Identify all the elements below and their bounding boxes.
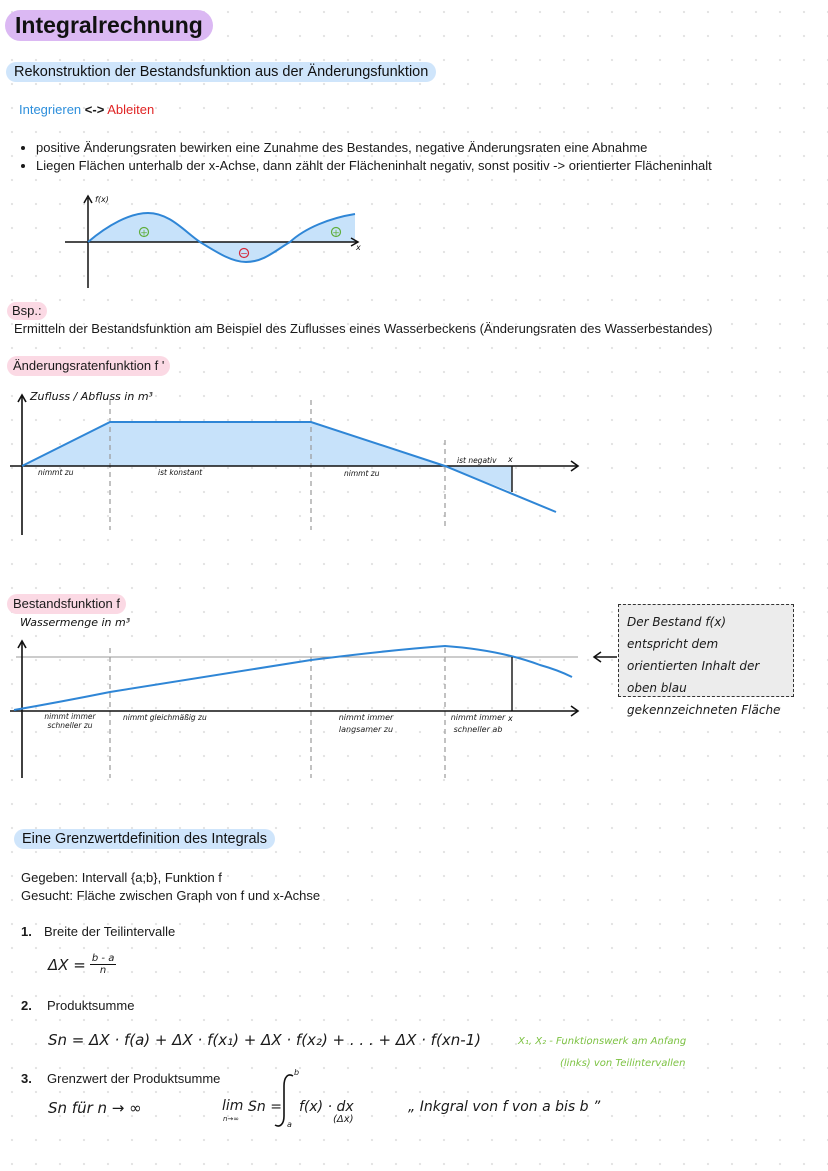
example-text: Ermitteln der Bestandsfunktion am Beispiel des Zuflusses eines Wasserbeckens (Änderungsraten des Wasserbestandes) — [14, 321, 713, 336]
lim-sn: Sn = — [248, 1099, 282, 1115]
sketch-x-label: x — [356, 243, 361, 252]
product-sum-formula: Sn = ΔX · f(a) + ΔX · f(x₁) + ΔX · f(x₂) + . . . + ΔX · f(xn-1) — [48, 1031, 482, 1049]
section-heading-reconstruction: Rekonstruktion der Bestandsfunktion aus der Änderungsfunktion — [6, 62, 436, 82]
integral-dx-note: (Δx) — [333, 1114, 354, 1125]
segment-label: nimmt gleichmäßig zu — [123, 713, 207, 722]
segment-label: nimmt immer schneller ab — [450, 713, 506, 734]
plus-sign: + — [140, 228, 148, 239]
segment-label: nimmt immer schneller zu — [44, 712, 96, 730]
integrate-label: Integrieren — [19, 102, 82, 117]
step-number: 3. — [21, 1071, 32, 1086]
bullet-item: • Liegen Flächen unterhalb der x-Achse, dann zählt der Flächeninhalt negativ, sonst positiv -> orientierter Flächeninhalt — [36, 157, 828, 175]
step-number: 2. — [21, 998, 32, 1013]
lim-subscript: n→∞ — [223, 1115, 240, 1123]
step-label: Breite der Teilintervalle — [44, 924, 176, 939]
given-text: Gegeben: Intervall {a;b}, Funktion f — [21, 870, 222, 885]
segment-label: nimmt zu — [344, 469, 380, 478]
integral-quote: „ Inkgral von f von a bis b ” — [408, 1099, 601, 1115]
segment-label: nimmt zu — [38, 468, 74, 477]
step-label: Produktsumme — [47, 998, 135, 1013]
derive-label: Ableiten — [107, 102, 155, 117]
segment-label: ist negativ — [457, 456, 497, 465]
example-label: Bsp.: — [7, 302, 47, 320]
minus-sign: − — [240, 249, 248, 260]
green-note: X₁, X₂ - Funktionswerk am Anfang — [518, 1036, 687, 1047]
denominator: n — [99, 965, 107, 976]
stock-note-box: Der Bestand f(x) entspricht dem orientierten Inhalt der oben blau gekennzeichneten Fläche — [618, 604, 794, 697]
delta-x-lhs: ΔX = — [48, 955, 86, 974]
stock-graph-heading: Bestandsfunktion f — [7, 594, 126, 614]
segment-label: nimmt immer langsamer zu — [338, 713, 394, 734]
sketch-y-label: f(x) — [95, 195, 109, 204]
integral-upper-bound: b — [294, 1068, 300, 1077]
segment-label: ist konstant — [158, 468, 203, 477]
numerator: b - a — [91, 953, 115, 964]
step-label: Grenzwert der Produktsumme — [47, 1071, 221, 1086]
rate-x-label: x — [508, 455, 513, 464]
double-arrow: <-> — [84, 102, 105, 117]
page-title: Integralrechnung — [5, 10, 213, 41]
stock-x-label: x — [508, 714, 513, 723]
stock-y-label: Wassermenge in m³ — [20, 616, 131, 629]
limit-text: Sn für n → ∞ — [48, 1099, 142, 1117]
rate-graph-heading: Änderungsratenfunktion f ' — [7, 356, 170, 376]
section-heading-limit-definition: Eine Grenzwertdefinition des Integrals — [14, 829, 275, 849]
lim-label: lim — [222, 1098, 244, 1114]
plus-sign: + — [332, 228, 340, 239]
integral-body: f(x) · dx — [299, 1099, 354, 1115]
rate-y-label: Zufluss / Abfluss in m³ — [30, 390, 153, 403]
step-number: 1. — [21, 924, 32, 939]
bullet-item: • positive Änderungsraten bewirken eine Zunahme des Bestandes, negative Änderungsraten eine Abnahme — [36, 139, 828, 157]
sought-text: Gesucht: Fläche zwischen Graph von f und x-Achse — [21, 888, 321, 903]
green-note: (links) von Teilintervallen — [560, 1058, 686, 1069]
integral-lower-bound: a — [287, 1120, 292, 1129]
